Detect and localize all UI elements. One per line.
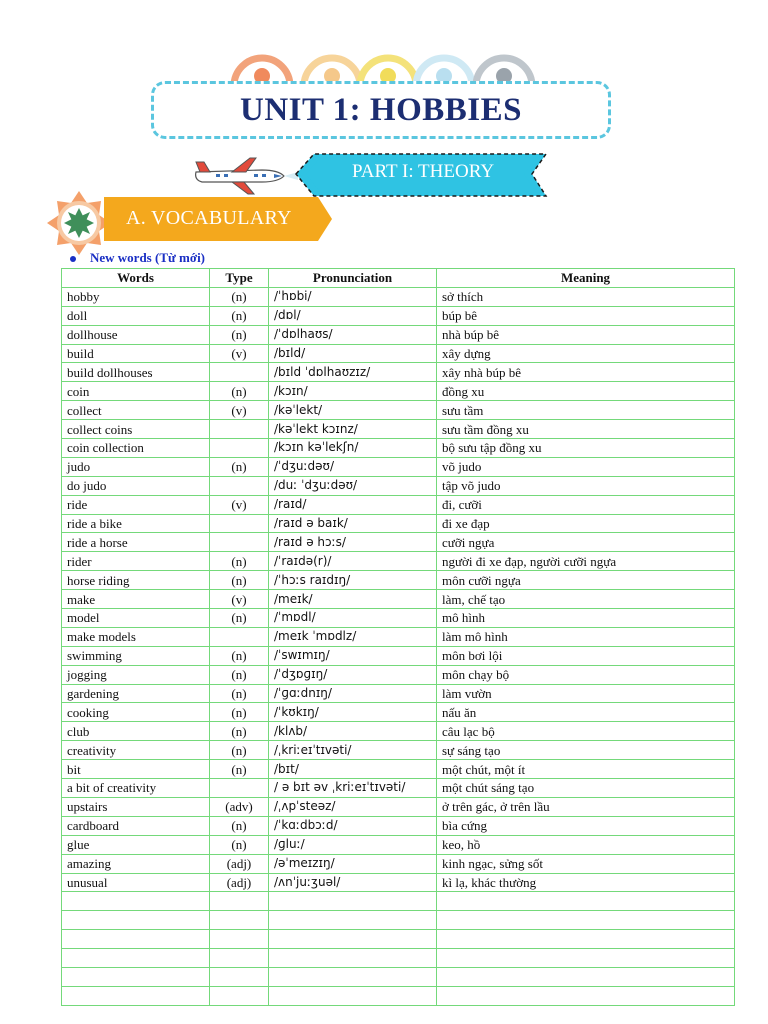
table-row [62, 911, 735, 930]
cell-meaning: nấu ăn [437, 703, 735, 722]
cell-meaning: sưu tầm đồng xu [437, 420, 735, 439]
table-header-row [62, 269, 735, 288]
cell-type [210, 439, 269, 458]
table-row [62, 627, 735, 646]
table-row [62, 873, 735, 892]
table-row [62, 495, 735, 514]
cell-pronunciation: /raɪd ə hɔːs/ [269, 533, 437, 552]
table-row [62, 420, 735, 439]
cell-pronunciation [269, 967, 437, 986]
table-row [62, 306, 735, 325]
cell-word: amazing [62, 854, 210, 873]
table-row [62, 646, 735, 665]
cell-type [210, 420, 269, 439]
cell-word: unusual [62, 873, 210, 892]
table-row [62, 854, 735, 873]
cell-word: dollhouse [62, 325, 210, 344]
cell-meaning [437, 930, 735, 949]
cell-type: (adj) [210, 873, 269, 892]
cell-meaning [437, 949, 735, 968]
cell-word: cooking [62, 703, 210, 722]
cell-type: (n) [210, 835, 269, 854]
cell-meaning: môn bơi lội [437, 646, 735, 665]
cell-pronunciation: /meɪk ˈmɒdlz/ [269, 627, 437, 646]
cell-word: collect [62, 401, 210, 420]
cell-pronunciation: / ə bɪt əv ˌkriːeɪˈtɪvəti/ [269, 779, 437, 798]
cell-word [62, 911, 210, 930]
table-row [62, 533, 735, 552]
cell-pronunciation: /ˈhɔːs raɪdɪŋ/ [269, 571, 437, 590]
cell-meaning: một chút sáng tạo [437, 779, 735, 798]
table-row [62, 741, 735, 760]
cell-word: club [62, 722, 210, 741]
cell-pronunciation: /kɔɪn kəˈlekʃn/ [269, 439, 437, 458]
cell-type [210, 533, 269, 552]
cell-meaning: kì lạ, khác thường [437, 873, 735, 892]
cell-pronunciation: /kəˈlekt/ [269, 401, 437, 420]
cell-meaning: sở thích [437, 287, 735, 306]
cell-meaning [437, 986, 735, 1005]
cell-word: make models [62, 627, 210, 646]
cell-type [210, 930, 269, 949]
cell-pronunciation: /meɪk/ [269, 590, 437, 609]
table-row [62, 816, 735, 835]
cell-type: (adj) [210, 854, 269, 873]
cell-meaning: ở trên gác, ở trên lầu [437, 797, 735, 816]
cell-pronunciation [269, 892, 437, 911]
cell-word: swimming [62, 646, 210, 665]
cell-pronunciation [269, 986, 437, 1005]
cell-meaning: môn cưỡi ngựa [437, 571, 735, 590]
cell-word: judo [62, 457, 210, 476]
airplane-icon [192, 152, 300, 198]
cell-meaning [437, 911, 735, 930]
cell-meaning: búp bê [437, 306, 735, 325]
cell-type: (n) [210, 325, 269, 344]
table-row [62, 476, 735, 495]
cell-pronunciation: /ˈdʒuːdəʊ/ [269, 457, 437, 476]
cell-pronunciation: /ˈraɪdə(r)/ [269, 552, 437, 571]
page-title: UNIT 1: HOBBIES [240, 91, 522, 128]
cell-word: do judo [62, 476, 210, 495]
cell-word: creativity [62, 741, 210, 760]
cell-meaning: võ judo [437, 457, 735, 476]
cell-type: (v) [210, 344, 269, 363]
table-row [62, 609, 735, 628]
cell-type: (adv) [210, 797, 269, 816]
table-row [62, 760, 735, 779]
cell-word: cardboard [62, 816, 210, 835]
cell-pronunciation: /ˈswɪmɪŋ/ [269, 646, 437, 665]
cell-pronunciation: /duː ˈdʒuːdəʊ/ [269, 476, 437, 495]
table-row [62, 552, 735, 571]
cell-word: ride [62, 495, 210, 514]
cell-meaning: bộ sưu tập đồng xu [437, 439, 735, 458]
cell-type: (n) [210, 382, 269, 401]
cell-word: collect coins [62, 420, 210, 439]
cell-type: (v) [210, 495, 269, 514]
cell-meaning: sự sáng tạo [437, 741, 735, 760]
cell-pronunciation [269, 930, 437, 949]
cell-word: doll [62, 306, 210, 325]
cell-pronunciation: /bɪt/ [269, 760, 437, 779]
cell-type: (n) [210, 741, 269, 760]
cell-type: (n) [210, 816, 269, 835]
cell-meaning: sưu tầm [437, 401, 735, 420]
cell-meaning: cưỡi ngựa [437, 533, 735, 552]
cell-meaning: người đi xe đạp, người cưỡi ngựa [437, 552, 735, 571]
cell-pronunciation: /dɒl/ [269, 306, 437, 325]
cell-meaning: mô hình [437, 609, 735, 628]
header-type: Type [210, 269, 269, 288]
table-row [62, 457, 735, 476]
cell-pronunciation: /ˈkʊkɪŋ/ [269, 703, 437, 722]
cell-meaning: câu lạc bộ [437, 722, 735, 741]
table-row [62, 439, 735, 458]
cell-pronunciation: /ˈmɒdl/ [269, 609, 437, 628]
cell-meaning: kinh ngạc, sửng sốt [437, 854, 735, 873]
cell-word: upstairs [62, 797, 210, 816]
header-words: Words [62, 269, 210, 288]
cell-word [62, 986, 210, 1005]
cell-type [210, 627, 269, 646]
cell-word [62, 967, 210, 986]
cell-type: (v) [210, 401, 269, 420]
cell-pronunciation: /ˈdʒɒɡɪŋ/ [269, 665, 437, 684]
cell-type [210, 911, 269, 930]
cell-word [62, 892, 210, 911]
cell-type: (n) [210, 571, 269, 590]
cell-pronunciation: /bɪld ˈdɒlhaʊzɪz/ [269, 363, 437, 382]
cell-type: (n) [210, 722, 269, 741]
cell-word: glue [62, 835, 210, 854]
table-row [62, 722, 735, 741]
table-row [62, 382, 735, 401]
cell-type: (n) [210, 287, 269, 306]
table-row [62, 665, 735, 684]
table-body [62, 287, 735, 1005]
cell-word: a bit of creativity [62, 779, 210, 798]
cell-type: (n) [210, 684, 269, 703]
cell-word: ride a horse [62, 533, 210, 552]
cell-pronunciation: /ˈkɑːdbɔːd/ [269, 816, 437, 835]
table-row [62, 287, 735, 306]
cell-pronunciation: /ˈɡɑːdnɪŋ/ [269, 684, 437, 703]
table-row [62, 797, 735, 816]
cell-word: ride a bike [62, 514, 210, 533]
cell-word: build [62, 344, 210, 363]
cell-meaning: xây nhà búp bê [437, 363, 735, 382]
cell-meaning: làm vườn [437, 684, 735, 703]
cell-pronunciation: /raɪd/ [269, 495, 437, 514]
cell-type: (n) [210, 665, 269, 684]
bullet-heading [70, 250, 205, 266]
cell-pronunciation: /klʌb/ [269, 722, 437, 741]
table-row [62, 949, 735, 968]
cell-word: build dollhouses [62, 363, 210, 382]
cell-pronunciation: /ˈhɒbi/ [269, 287, 437, 306]
cell-word: hobby [62, 287, 210, 306]
cell-type [210, 476, 269, 495]
cell-word: gardening [62, 684, 210, 703]
cell-type [210, 514, 269, 533]
cell-pronunciation: /bɪld/ [269, 344, 437, 363]
table-row [62, 835, 735, 854]
cell-type [210, 363, 269, 382]
table-row [62, 779, 735, 798]
section-title: A. VOCABULARY [126, 206, 292, 229]
cell-pronunciation: /ɡluː/ [269, 835, 437, 854]
cell-meaning: đi xe đạp [437, 514, 735, 533]
table-row [62, 344, 735, 363]
cell-type [210, 949, 269, 968]
cell-pronunciation [269, 949, 437, 968]
part-label: PART I: THEORY [351, 161, 495, 182]
cell-word: jogging [62, 665, 210, 684]
cell-word: coin [62, 382, 210, 401]
cell-word: bit [62, 760, 210, 779]
cell-type: (n) [210, 552, 269, 571]
cell-word: coin collection [62, 439, 210, 458]
cell-meaning: một chút, một ít [437, 760, 735, 779]
cell-pronunciation: /ˈdɒlhaʊs/ [269, 325, 437, 344]
cell-meaning: bìa cứng [437, 816, 735, 835]
table-row [62, 930, 735, 949]
cell-word: make [62, 590, 210, 609]
cell-type: (n) [210, 760, 269, 779]
cell-pronunciation: /kəˈlekt kɔɪnz/ [269, 420, 437, 439]
cell-pronunciation: /əˈmeɪzɪŋ/ [269, 854, 437, 873]
table-row [62, 967, 735, 986]
cell-word [62, 930, 210, 949]
cell-meaning: đồng xu [437, 382, 735, 401]
cell-type [210, 892, 269, 911]
bullet-dot [70, 256, 76, 262]
cell-word: model [62, 609, 210, 628]
table-row [62, 986, 735, 1005]
unit-title-box [151, 81, 611, 139]
cell-type [210, 967, 269, 986]
cell-word [62, 949, 210, 968]
cell-type: (n) [210, 703, 269, 722]
table-row [62, 325, 735, 344]
vocabulary-table [61, 268, 735, 1006]
table-row [62, 703, 735, 722]
table-row [62, 363, 735, 382]
table-row [62, 514, 735, 533]
cell-meaning: nhà búp bê [437, 325, 735, 344]
cell-meaning: làm mô hình [437, 627, 735, 646]
cell-meaning: xây dựng [437, 344, 735, 363]
cell-meaning: đi, cưỡi [437, 495, 735, 514]
cell-meaning [437, 892, 735, 911]
cell-type: (n) [210, 457, 269, 476]
cell-type [210, 779, 269, 798]
cell-pronunciation: /ʌnˈjuːʒuəl/ [269, 873, 437, 892]
flower-badge-icon [46, 190, 112, 256]
table-row [62, 684, 735, 703]
cell-type [210, 986, 269, 1005]
cell-meaning: làm, chế tạo [437, 590, 735, 609]
cell-meaning [437, 967, 735, 986]
cell-type: (n) [210, 609, 269, 628]
cell-word: rider [62, 552, 210, 571]
table-row [62, 590, 735, 609]
cell-meaning: tập võ judo [437, 476, 735, 495]
table-row [62, 571, 735, 590]
cell-pronunciation: /kɔɪn/ [269, 382, 437, 401]
table-row [62, 892, 735, 911]
header-meaning: Meaning [437, 269, 735, 288]
cell-pronunciation: /ˌʌpˈsteəz/ [269, 797, 437, 816]
cell-type: (n) [210, 306, 269, 325]
cell-pronunciation: /ˌkriːeɪˈtɪvəti/ [269, 741, 437, 760]
cell-type: (n) [210, 646, 269, 665]
table-row [62, 401, 735, 420]
cell-meaning: keo, hồ [437, 835, 735, 854]
cell-pronunciation: /raɪd ə baɪk/ [269, 514, 437, 533]
cell-pronunciation [269, 911, 437, 930]
header-pronunciation: Pronunciation [269, 269, 437, 288]
bullet-label: New words (Từ mới) [90, 250, 206, 265]
cell-word: horse riding [62, 571, 210, 590]
cell-meaning: môn chạy bộ [437, 665, 735, 684]
cell-type: (v) [210, 590, 269, 609]
